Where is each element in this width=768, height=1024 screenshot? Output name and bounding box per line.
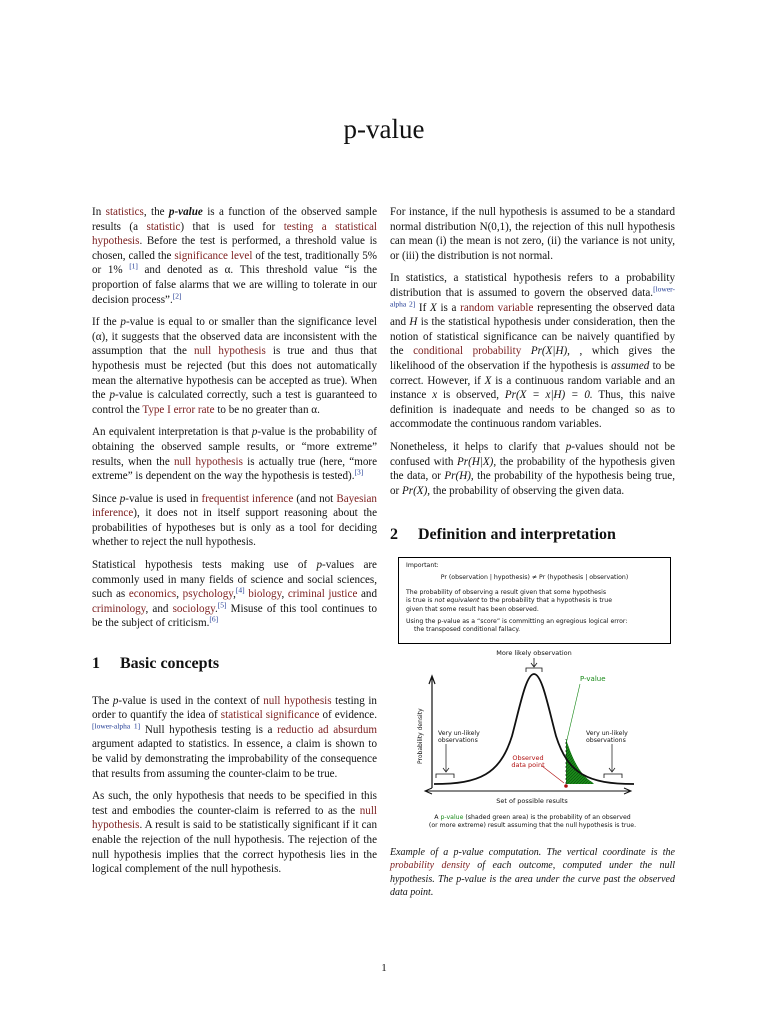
paragraph-5: Statistical hypothesis tests making use of p-values are commonly used in many fields of science and social sciences, such as economics, psychology,[4] biology, criminal justice and criminology, and sociology.[5] Misuse of this tool continues to be the subject of criticism.[6]: [92, 559, 378, 630]
important-box: [398, 557, 671, 644]
ref-2[interactable]: [2]: [172, 290, 182, 300]
section-heading-definition: 2 Definition and interpretation: [390, 526, 616, 544]
link-null-hypothesis[interactable]: null hypothesis: [193, 345, 266, 358]
right-bracket: [604, 774, 622, 778]
left-column: [92, 205, 377, 885]
observed-label: Observed: [512, 753, 544, 762]
observed-arrow: [542, 766, 564, 783]
data-point-label: data point: [511, 760, 545, 769]
ref-6[interactable]: [6]: [209, 614, 219, 624]
paragraph-3: An equivalent interpretation is that p-value is the probability of obtaining the observed sample results, or “more extreme” results, when the null hypothesis is actually true (here, “more extreme” is dependent on the way the hypothesis is tested).[3]: [92, 426, 378, 483]
link-criminology[interactable]: criminology: [92, 602, 146, 615]
paragraph-7: As such, the only hypothesis that needs to be specified in this test and embodies the counter-claim is referred to as the null hypothesis. A result is said to be statistically significant if it can enable the rejection of the null hypothesis. The rejection of the null hypothesis implies that the correct hypothesis lies in the logical complement of the null hypothesis.: [92, 790, 377, 876]
link-conditional-probability[interactable]: conditional probability: [413, 345, 522, 358]
link-random-variable[interactable]: random variable: [460, 301, 534, 314]
ref-4[interactable]: [4]: [235, 585, 245, 595]
left-observations-label: observations: [438, 736, 478, 744]
page-number: 1: [381, 962, 387, 974]
link-biology[interactable]: biology: [248, 588, 282, 601]
x-axis: [425, 788, 631, 794]
figure-caption: Example of a p-value computation. The vertical coordinate is the probability density of each outcome, computed under the null hypothesis. The p-value is the area under the curve past the observed data point.: [390, 846, 676, 899]
y-axis-label: Probability density: [417, 708, 424, 764]
left-bracket: [436, 774, 454, 778]
observed-point: [564, 784, 568, 788]
link-economics[interactable]: economics: [128, 588, 177, 601]
link-criminal-justice[interactable]: criminal justice: [287, 588, 358, 601]
left-unlikely-arrow: [443, 744, 449, 772]
link-reductio-ad-absurdum[interactable]: reductio ad absurdum: [277, 723, 378, 736]
section-heading-basic-concepts: 1 Basic concepts: [92, 655, 220, 673]
link-frequentist-inference[interactable]: frequentist inference: [201, 492, 294, 505]
ref-1[interactable]: [1]: [129, 261, 138, 271]
figure-note: A p-value (shaded green area) is the probability of an observed (or more extreme) result assuming that the null hypothesis is true.: [428, 813, 637, 829]
note-lower-alpha-1[interactable]: [lower-alpha 1]: [92, 721, 141, 731]
right-column: [390, 205, 675, 900]
pvalue-pointer: [566, 684, 580, 744]
paragraph-nonetheless: Nonetheless, it helps to clarify that p-values should not be confused with Pr(H|X), the probability of the hypothesis given the data, or Pr(H), the probability of the hypothesis being true, or Pr(X), the probability of observing the given data.: [390, 440, 675, 497]
paragraph-6: The p-value is used in the context of null hypothesis testing in order to quantify the idea of statistical significance of evidence.[lower-alpha 1] Null hypothesis testing is a reductio ad absurdum argument adapted to statistics. In essence, a claim is shown to be valid by demonstrating the improbability of the consequence that results from assuming the counter-claim to be true.: [92, 694, 378, 780]
intro-paragraph: In statistics, the p-value is a function of the observed sample results (a statistic) that is used for testing a statistical hypothesis. Before the test is performed, a threshold value is chosen, called the significance level of the test, traditionally 5% or 1% [1] and denoted as α. This threshold value “is the proportion of false alarms that we are willing to tolerate in our decision process”.[2]: [92, 206, 378, 306]
formula: Pr (observation | hypothesis) ≠ Pr (hypothesis | observation): [440, 574, 629, 582]
link-null-hypothesis[interactable]: null hypothesis: [92, 804, 377, 832]
link-bayesian-inference[interactable]: Bayesian inference: [92, 492, 377, 520]
box-text-1: The probability of observing a result given that some hypothesis is true is not equivalent to the probability that a hypothesis is true given that some result has been observed.: [406, 588, 613, 613]
link-null-hypothesis[interactable]: null hypothesis: [263, 694, 332, 707]
link-statistic[interactable]: statistic: [146, 220, 181, 233]
ref-3[interactable]: [3]: [354, 467, 364, 477]
pvalue-label: P-value: [580, 674, 606, 683]
more-likely-label: More likely observation: [496, 648, 572, 657]
link-type-i-error[interactable]: Type I error rate: [142, 403, 215, 416]
link-significance-level[interactable]: significance level: [174, 249, 253, 262]
more-likely-bracket: [526, 668, 542, 672]
link-psychology[interactable]: psychology: [182, 588, 234, 601]
important-label: Important:: [406, 561, 439, 569]
link-statistics[interactable]: statistics: [105, 206, 144, 218]
p-value-figure: [390, 646, 675, 808]
paragraph-statistical-hypothesis: In statistics, a statistical hypothesis refers to a probability distribution that is assumed to govern the observed data.[lower-alpha 2] If X is a random variable representing the observed data and H is the statistical hypothesis under consideration, then the notion of statistical significance can be naively quantified by the conditional probability Pr(X|H), , which gives the likelihood of the observation if the hypothesis is assumed to be correct. However, if X is a continuous random variable and an instance x is observed, Pr(X = x|H) = 0. Thus, this naive definition is inadequate and needs to be changed so as to accommodate the continuous random variables.: [390, 272, 676, 431]
right-observations-label: observations: [586, 736, 626, 744]
x-axis-label: Set of possible results: [496, 796, 568, 805]
link-probability-density[interactable]: probability density: [390, 860, 470, 872]
right-unlikely-label: Very un-likely: [586, 729, 628, 737]
link-sociology[interactable]: sociology: [172, 602, 215, 615]
link-statistical-significance[interactable]: statistical significance: [220, 709, 320, 722]
paragraph-normal-distribution: For instance, if the null hypothesis is assumed to be a standard normal distribution N(0,1), the rejection of this null hypothesis can mean (i) the mean is not zero, (ii) the variance is not unity, or (iii) the distribution is not normal.: [390, 206, 675, 262]
left-unlikely-label: Very un-likely: [438, 729, 480, 737]
y-axis: [429, 676, 435, 788]
right-unlikely-arrow: [609, 744, 615, 772]
link-null-hypothesis[interactable]: null hypothesis: [173, 455, 243, 468]
box-text-2: Using the p-value as a “score” is committing an egregious logical error: the transposed conditional fallacy.: [406, 617, 628, 634]
more-likely-arrow: [531, 658, 537, 667]
note-lower-alpha-2[interactable]: [lower-alpha 2]: [390, 284, 675, 308]
paragraph-2: If the p-value is equal to or smaller than the significance level (α), it suggests that the observed data are inconsistent with the assumption that the null hypothesis is true and thus that hypothesis must be rejected (but this does not automatically mean the alternative hypothesis can be accepted as true). When the p-value is calculated correctly, such a test is guaranteed to control the Type I error rate to be no greater than α.: [92, 316, 377, 416]
link-testing-hypothesis[interactable]: testing a statistical hypothesis: [92, 220, 378, 248]
paragraph-4: Since p-value is used in frequentist inference (and not Bayesian inference), it does not in itself support reasoning about the probabilities of hypotheses but is only as a tool for deciding whether to reject the null hypothesis.: [92, 492, 377, 549]
ref-5[interactable]: [5]: [217, 600, 227, 610]
page-title: p-value: [343, 114, 425, 144]
